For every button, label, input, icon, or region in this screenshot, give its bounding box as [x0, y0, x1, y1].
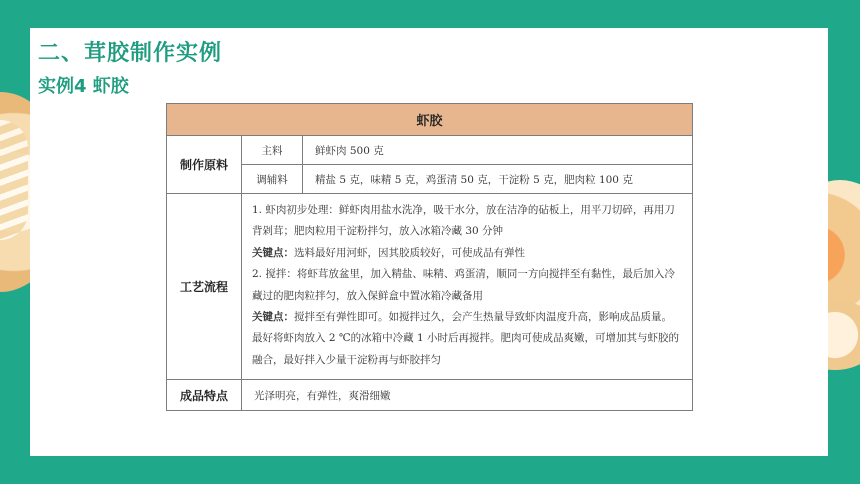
table-row [167, 194, 693, 380]
table-title: 虾胶 [167, 104, 693, 136]
table-header-row [167, 104, 693, 136]
table-row [167, 165, 693, 194]
result-value: 光泽明亮，有弹性，爽滑细嫩 [242, 380, 693, 411]
table-row [167, 136, 693, 165]
key-point-2 [252, 307, 680, 371]
process-content [242, 194, 693, 380]
recipe-table [166, 103, 693, 411]
key-point-1 [252, 243, 680, 264]
key-point-text: 搅拌至有弹性即可。如搅拌过久，会产生热量导致虾肉温度升高，影响成品质量。最好将虾肉放入 2 ℃的冰箱中冷藏 1 小时后再搅拌。肥肉可使成品爽嫩，可增加其与虾胶的融合，最好拌入少量干淀粉再与虾胶拌匀 [252, 311, 679, 366]
key-point-label: 关键点： [252, 246, 294, 259]
table-row [167, 380, 693, 411]
key-point-label: 关键点： [252, 311, 294, 324]
aux-ingredient-label: 调辅料 [242, 165, 303, 194]
process-step-1: 1. 虾肉初步处理：鲜虾肉用盐水洗净，吸干水分，放在洁净的砧板上，用平刀切碎，再用刀背剁茸；肥肉粒用干淀粉拌匀，放入冰箱冷藏 30 分钟 [252, 204, 675, 238]
slide-subheading: 实例4 虾胶 [38, 76, 129, 97]
slide-heading: 二、茸胶制作实例 [38, 41, 223, 66]
result-label: 成品特点 [167, 380, 242, 411]
process-label: 工艺流程 [167, 194, 242, 380]
key-point-text: 选料最好用河虾，因其胶质较好，可使成品有弹性 [294, 246, 525, 259]
ingredients-label: 制作原料 [167, 136, 242, 194]
decorative-food-stripe [0, 120, 28, 240]
process-step-2: 2. 搅拌：将虾茸放盆里，加入精盐、味精、鸡蛋清，顺同一方向搅拌至有黏性，最后加入冷藏过的肥肉粒拌匀，放入保鲜盒中置冰箱冷藏备用 [252, 268, 675, 302]
aux-ingredient-value: 精盐 5 克，味精 5 克，鸡蛋清 50 克，干淀粉 5 克，肥肉粒 100 克 [303, 165, 693, 194]
main-ingredient-label: 主料 [242, 136, 303, 165]
main-ingredient-value: 鲜虾肉 500 克 [303, 136, 693, 165]
